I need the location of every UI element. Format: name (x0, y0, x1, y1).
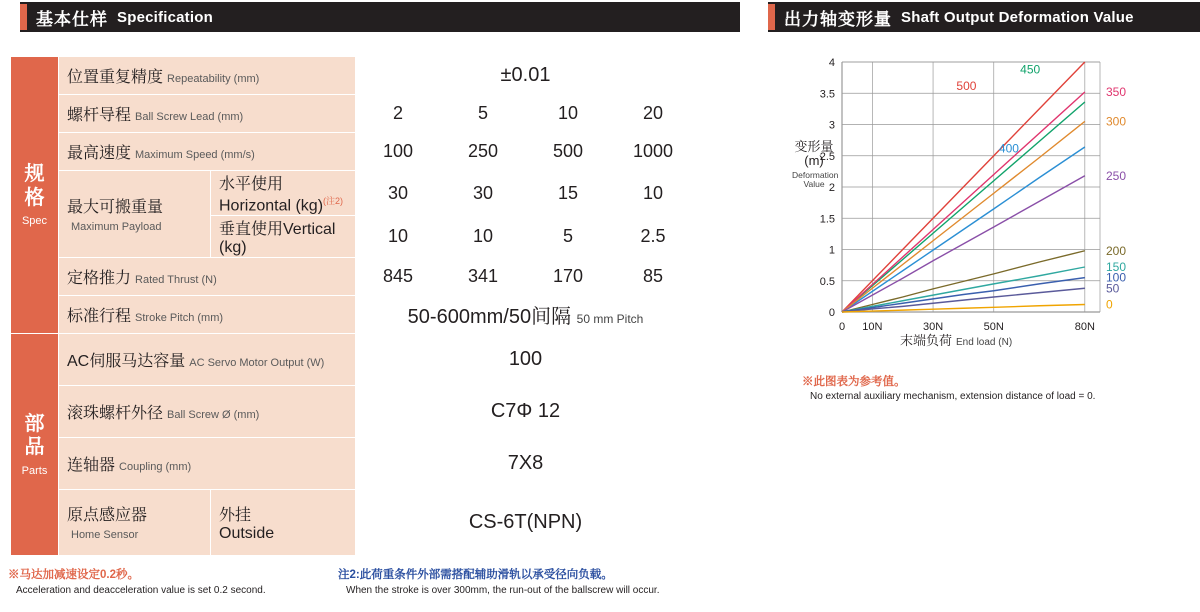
svg-text:2: 2 (828, 182, 835, 194)
footnote-motor-accel-cn: ※马达加减速设定0.2秒。 (8, 569, 139, 581)
row-label-max-speed-en: Maximum Speed (mm/s) (135, 149, 255, 161)
svg-text:100: 100 (1106, 270, 1127, 285)
svg-text:0: 0 (828, 307, 835, 319)
table-row (11, 95, 696, 133)
value-motor-output: 100 (356, 334, 696, 386)
svg-text:50N: 50N (983, 321, 1004, 333)
svg-text:450: 450 (1020, 62, 1041, 77)
value-horizontal-1: 30 (356, 171, 441, 216)
deformation-chart (790, 44, 1190, 374)
svg-text:10N: 10N (862, 321, 883, 333)
value-thrust-4: 85 (611, 258, 696, 296)
row-label-max-speed (59, 133, 356, 171)
row-label-vertical-en: Vertical (kg) (219, 221, 336, 257)
row-label-max-payload-cn: 最大可搬重量 (67, 198, 164, 216)
value-horizontal-4: 10 (611, 171, 696, 216)
value-speed-2: 250 (441, 133, 526, 171)
row-label-repeatability (59, 57, 356, 95)
svg-text:2.5: 2.5 (819, 150, 835, 163)
deformation-section-header (768, 2, 1200, 32)
svg-text:250: 250 (1106, 168, 1127, 183)
value-lead-4: 20 (611, 95, 696, 133)
svg-text:1.5: 1.5 (819, 213, 835, 226)
row-label-outside-en: Outside (219, 525, 275, 543)
spec-header-title-cn: 基本仕样 (36, 9, 108, 29)
value-coupling: 7X8 (356, 438, 696, 490)
row-label-rated-thrust-en: Rated Thrust (N) (135, 274, 217, 287)
value-thrust-3: 170 (526, 258, 611, 296)
svg-text:80N: 80N (1074, 321, 1095, 333)
value-vertical-2: 10 (441, 216, 526, 258)
value-repeatability: ±0.01 (356, 57, 696, 95)
value-thrust-1: 845 (356, 258, 441, 296)
table-row (11, 386, 696, 438)
row-label-stroke-pitch (59, 296, 356, 334)
row-label-ball-screw-lead (59, 95, 356, 133)
chart-reference-note (802, 374, 1095, 404)
svg-text:0: 0 (1106, 297, 1113, 312)
row-label-horizontal (211, 171, 356, 216)
row-label-motor-output-en: AC Servo Motor Output (W) (189, 357, 325, 370)
value-vertical-1: 10 (356, 216, 441, 258)
spec-section-header (20, 2, 740, 32)
row-label-horizontal-cn: 水平使用 (219, 176, 284, 193)
svg-text:300: 300 (1106, 114, 1127, 129)
value-vertical-3: 5 (526, 216, 611, 258)
value-home-sensor: CS-6T(NPN) (356, 490, 696, 556)
table-row (11, 57, 696, 95)
value-speed-3: 500 (526, 133, 611, 171)
svg-text:200: 200 (1106, 243, 1127, 258)
row-label-coupling (59, 438, 356, 490)
svg-text:30N: 30N (922, 321, 944, 333)
chart-reference-note-en: No external auxiliary mechanism, extension distance of load = 0. (810, 391, 1096, 403)
row-label-stroke-pitch-en: Stroke Pitch (mm) (135, 312, 224, 325)
svg-text:350: 350 (1106, 85, 1127, 99)
footnote-marker-2: (注2) (323, 196, 344, 206)
value-horizontal-3: 15 (526, 171, 611, 216)
value-speed-4: 1000 (611, 133, 696, 171)
spec-header-title-en: Specification (117, 8, 213, 26)
row-label-vertical (211, 216, 356, 258)
row-label-home-sensor (59, 490, 211, 556)
row-label-home-sensor-outside (211, 490, 356, 556)
chart-x-axis-title-cn: 末端负荷 (900, 333, 953, 348)
row-label-repeatability-en: Repeatability (mm) (167, 73, 260, 85)
specification-table (10, 56, 696, 556)
deformation-chart-svg (790, 44, 1190, 374)
row-label-repeatability-cn: 位置重复精度 (67, 69, 164, 86)
side-label-parts-en: Parts (21, 464, 48, 477)
row-label-max-payload (59, 171, 211, 258)
value-vertical-4: 2.5 (611, 216, 696, 258)
footnote-radial-load-cn: 注2:此荷重条件外部需搭配辅助滑轨以承受径向负载。 (338, 569, 613, 581)
svg-text:50: 50 (1106, 281, 1120, 296)
side-label-spec (11, 57, 59, 334)
row-label-home-sensor-cn: 原点感应器 (67, 507, 148, 525)
table-row (11, 334, 696, 386)
footnote-motor-accel-en: Acceleration and deacceleration value is set 0.2 second. (16, 584, 266, 596)
row-label-horizontal-en: Horizontal (kg) (219, 197, 324, 215)
table-row (11, 133, 696, 171)
row-label-home-sensor-en: Home Sensor (71, 529, 139, 542)
footnote-radial-load (338, 568, 659, 597)
row-label-max-payload-en: Maximum Payload (71, 220, 162, 233)
spec-header-accent-bar (20, 4, 27, 30)
side-label-parts-cn: 部品 (24, 413, 45, 459)
row-label-max-speed-cn: 最高速度 (67, 145, 132, 162)
svg-text:500: 500 (956, 78, 977, 93)
footnote-motor-accel (8, 568, 266, 597)
row-label-motor-output-cn: AC伺服马达容量 (67, 353, 186, 371)
value-lead-1: 2 (356, 95, 441, 133)
row-label-coupling-en: Coupling (mm) (119, 461, 192, 474)
table-row (11, 438, 696, 490)
chart-y-axis-title-en: Deformation Value (792, 169, 839, 189)
table-row (11, 258, 696, 296)
row-label-outside-cn: 外挂 (219, 507, 252, 525)
value-lead-2: 5 (441, 95, 526, 133)
svg-text:3.5: 3.5 (819, 88, 835, 101)
row-label-ball-screw-lead-cn: 螺杆导程 (67, 107, 132, 124)
chart-x-axis-title (900, 330, 1012, 349)
value-stroke-pitch-main: 50-600mm/50间隔 (407, 306, 572, 329)
footnote-radial-load-en: When the stroke is over 300mm, the run-out of the ballscrew will occur. (346, 584, 660, 596)
row-label-rated-thrust-cn: 定格推力 (67, 270, 132, 288)
value-stroke-pitch (356, 296, 696, 334)
svg-text:0.5: 0.5 (819, 275, 835, 288)
row-label-ball-screw-lead-en: Ball Screw Lead (mm) (135, 111, 244, 123)
row-label-ball-screw-dia (59, 386, 356, 438)
table-row (11, 296, 696, 334)
svg-text:4: 4 (828, 57, 835, 69)
row-label-ball-screw-dia-en: Ball Screw Ø (mm) (167, 409, 260, 422)
chart-x-axis-title-en: End load (N) (956, 337, 1013, 348)
deformation-header-title-cn: 出力轴变形量 (784, 9, 892, 29)
table-row (11, 171, 696, 216)
value-stroke-pitch-sub: 50 mm Pitch (576, 312, 644, 327)
value-thrust-2: 341 (441, 258, 526, 296)
chart-reference-note-cn: ※此图表为参考值。 (802, 376, 906, 388)
row-label-rated-thrust (59, 258, 356, 296)
deformation-header-accent-bar (768, 4, 775, 30)
chart-y-axis-title-cn: 变形量 (m) (794, 139, 834, 169)
side-label-spec-cn: 规格 (24, 163, 45, 209)
row-label-vertical-cn: 垂直使用 (219, 221, 284, 239)
svg-text:0: 0 (838, 321, 846, 333)
table-row (11, 490, 696, 556)
row-label-coupling-cn: 连轴器 (67, 457, 116, 475)
value-speed-1: 100 (356, 133, 441, 171)
svg-text:400: 400 (998, 141, 1019, 156)
value-lead-3: 10 (526, 95, 611, 133)
row-label-motor-output (59, 334, 356, 386)
svg-text:3: 3 (828, 119, 835, 132)
side-label-spec-en: Spec (21, 214, 48, 227)
row-label-ball-screw-dia-cn: 滚珠螺杆外径 (67, 405, 164, 423)
svg-text:150: 150 (1106, 260, 1127, 274)
value-horizontal-2: 30 (441, 171, 526, 216)
row-label-stroke-pitch-cn: 标准行程 (67, 308, 132, 326)
deformation-header-title-en: Shaft Output Deformation Value (901, 8, 1134, 26)
svg-text:1: 1 (828, 244, 835, 257)
side-label-parts (11, 334, 59, 556)
value-ball-screw-dia: C7Φ 12 (356, 386, 696, 438)
